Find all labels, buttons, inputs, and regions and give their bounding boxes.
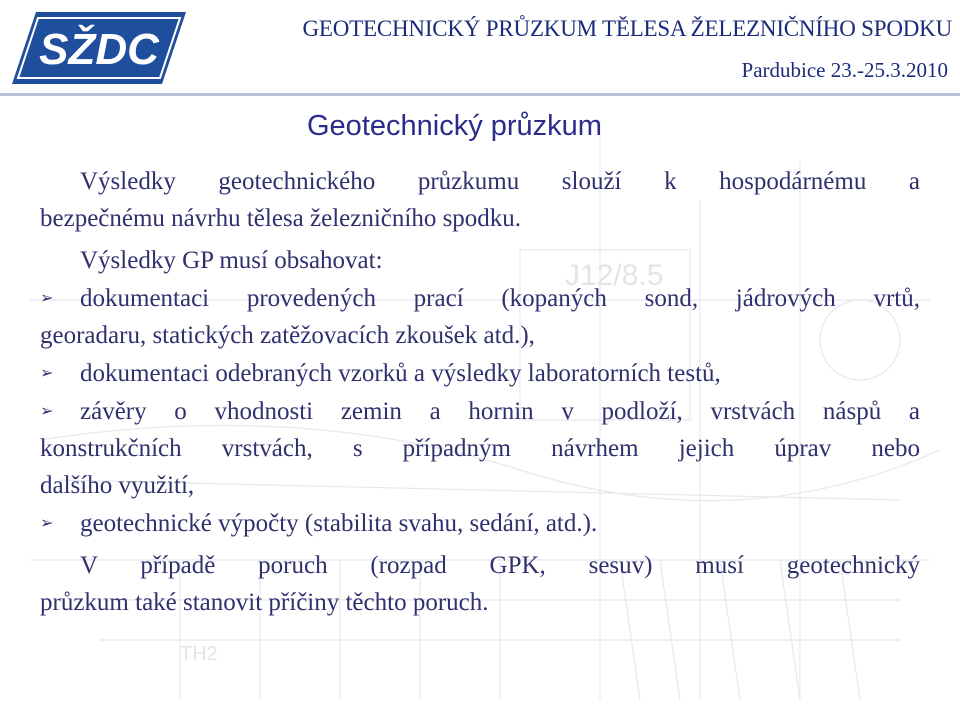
list-heading: Výsledky GP musí obsahovat: <box>80 247 383 274</box>
slide-content <box>40 163 920 621</box>
list-item <box>40 504 920 542</box>
list-item <box>40 354 920 392</box>
arrow-bullet-icon: ➢ <box>40 288 54 307</box>
slide-title: Geotechnický průzkum <box>307 110 602 142</box>
arrow-bullet-icon: ➢ <box>40 401 54 420</box>
bullet-3-line-1: závěry o vhodnosti zemin a hornin v podloží, vrstvách náspů a <box>80 398 920 425</box>
header-subtitle: Pardubice 23.-25.3.2010 <box>741 58 948 82</box>
header-divider <box>0 93 960 96</box>
header-title: GEOTECHNICKÝ PRŮZKUM TĚLESA ŽELEZNIČNÍHO SPODKU <box>302 16 952 41</box>
bullet-3-line-2: konstrukčních vrstvách, s případným návrhem jejich úprav nebo <box>40 435 920 462</box>
arrow-bullet-icon: ➢ <box>40 513 54 532</box>
list-item <box>40 279 920 317</box>
szdc-logo <box>4 6 190 90</box>
drawing-label-2: TH2 <box>180 643 218 665</box>
bullet-1-line-1: dokumentaci provedených prací (kopaných sond, jádrových vrtů, <box>80 285 920 312</box>
list-item <box>40 392 920 430</box>
arrow-bullet-icon: ➢ <box>40 363 54 382</box>
bullet-4-line-1: geotechnické výpočty (stabilita svahu, sedání, atd.). <box>80 510 598 537</box>
closing-line-1: V případě poruch (rozpad GPK, sesuv) musí geotechnický <box>80 552 920 579</box>
drawing-label-1: J12/8.5 <box>565 259 664 292</box>
bullet-2-line-1: dokumentaci odebraných vzorků a výsledky laboratorních testů, <box>80 360 721 387</box>
logo-text: SŽDC <box>39 25 159 74</box>
intro-line-1: Výsledky geotechnického průzkumu slouží k hospodárnému a <box>80 168 920 195</box>
bullet-1-line-2: georadaru, statických zatěžovacích zkoušek atd.), <box>40 322 535 349</box>
bullet-3-line-3: dalšího využití, <box>40 472 195 499</box>
intro-line-2: bezpečnému návrhu tělesa železničního spodku. <box>40 205 522 232</box>
closing-line-2: průzkum také stanovit příčiny těchto poruch. <box>40 589 489 616</box>
